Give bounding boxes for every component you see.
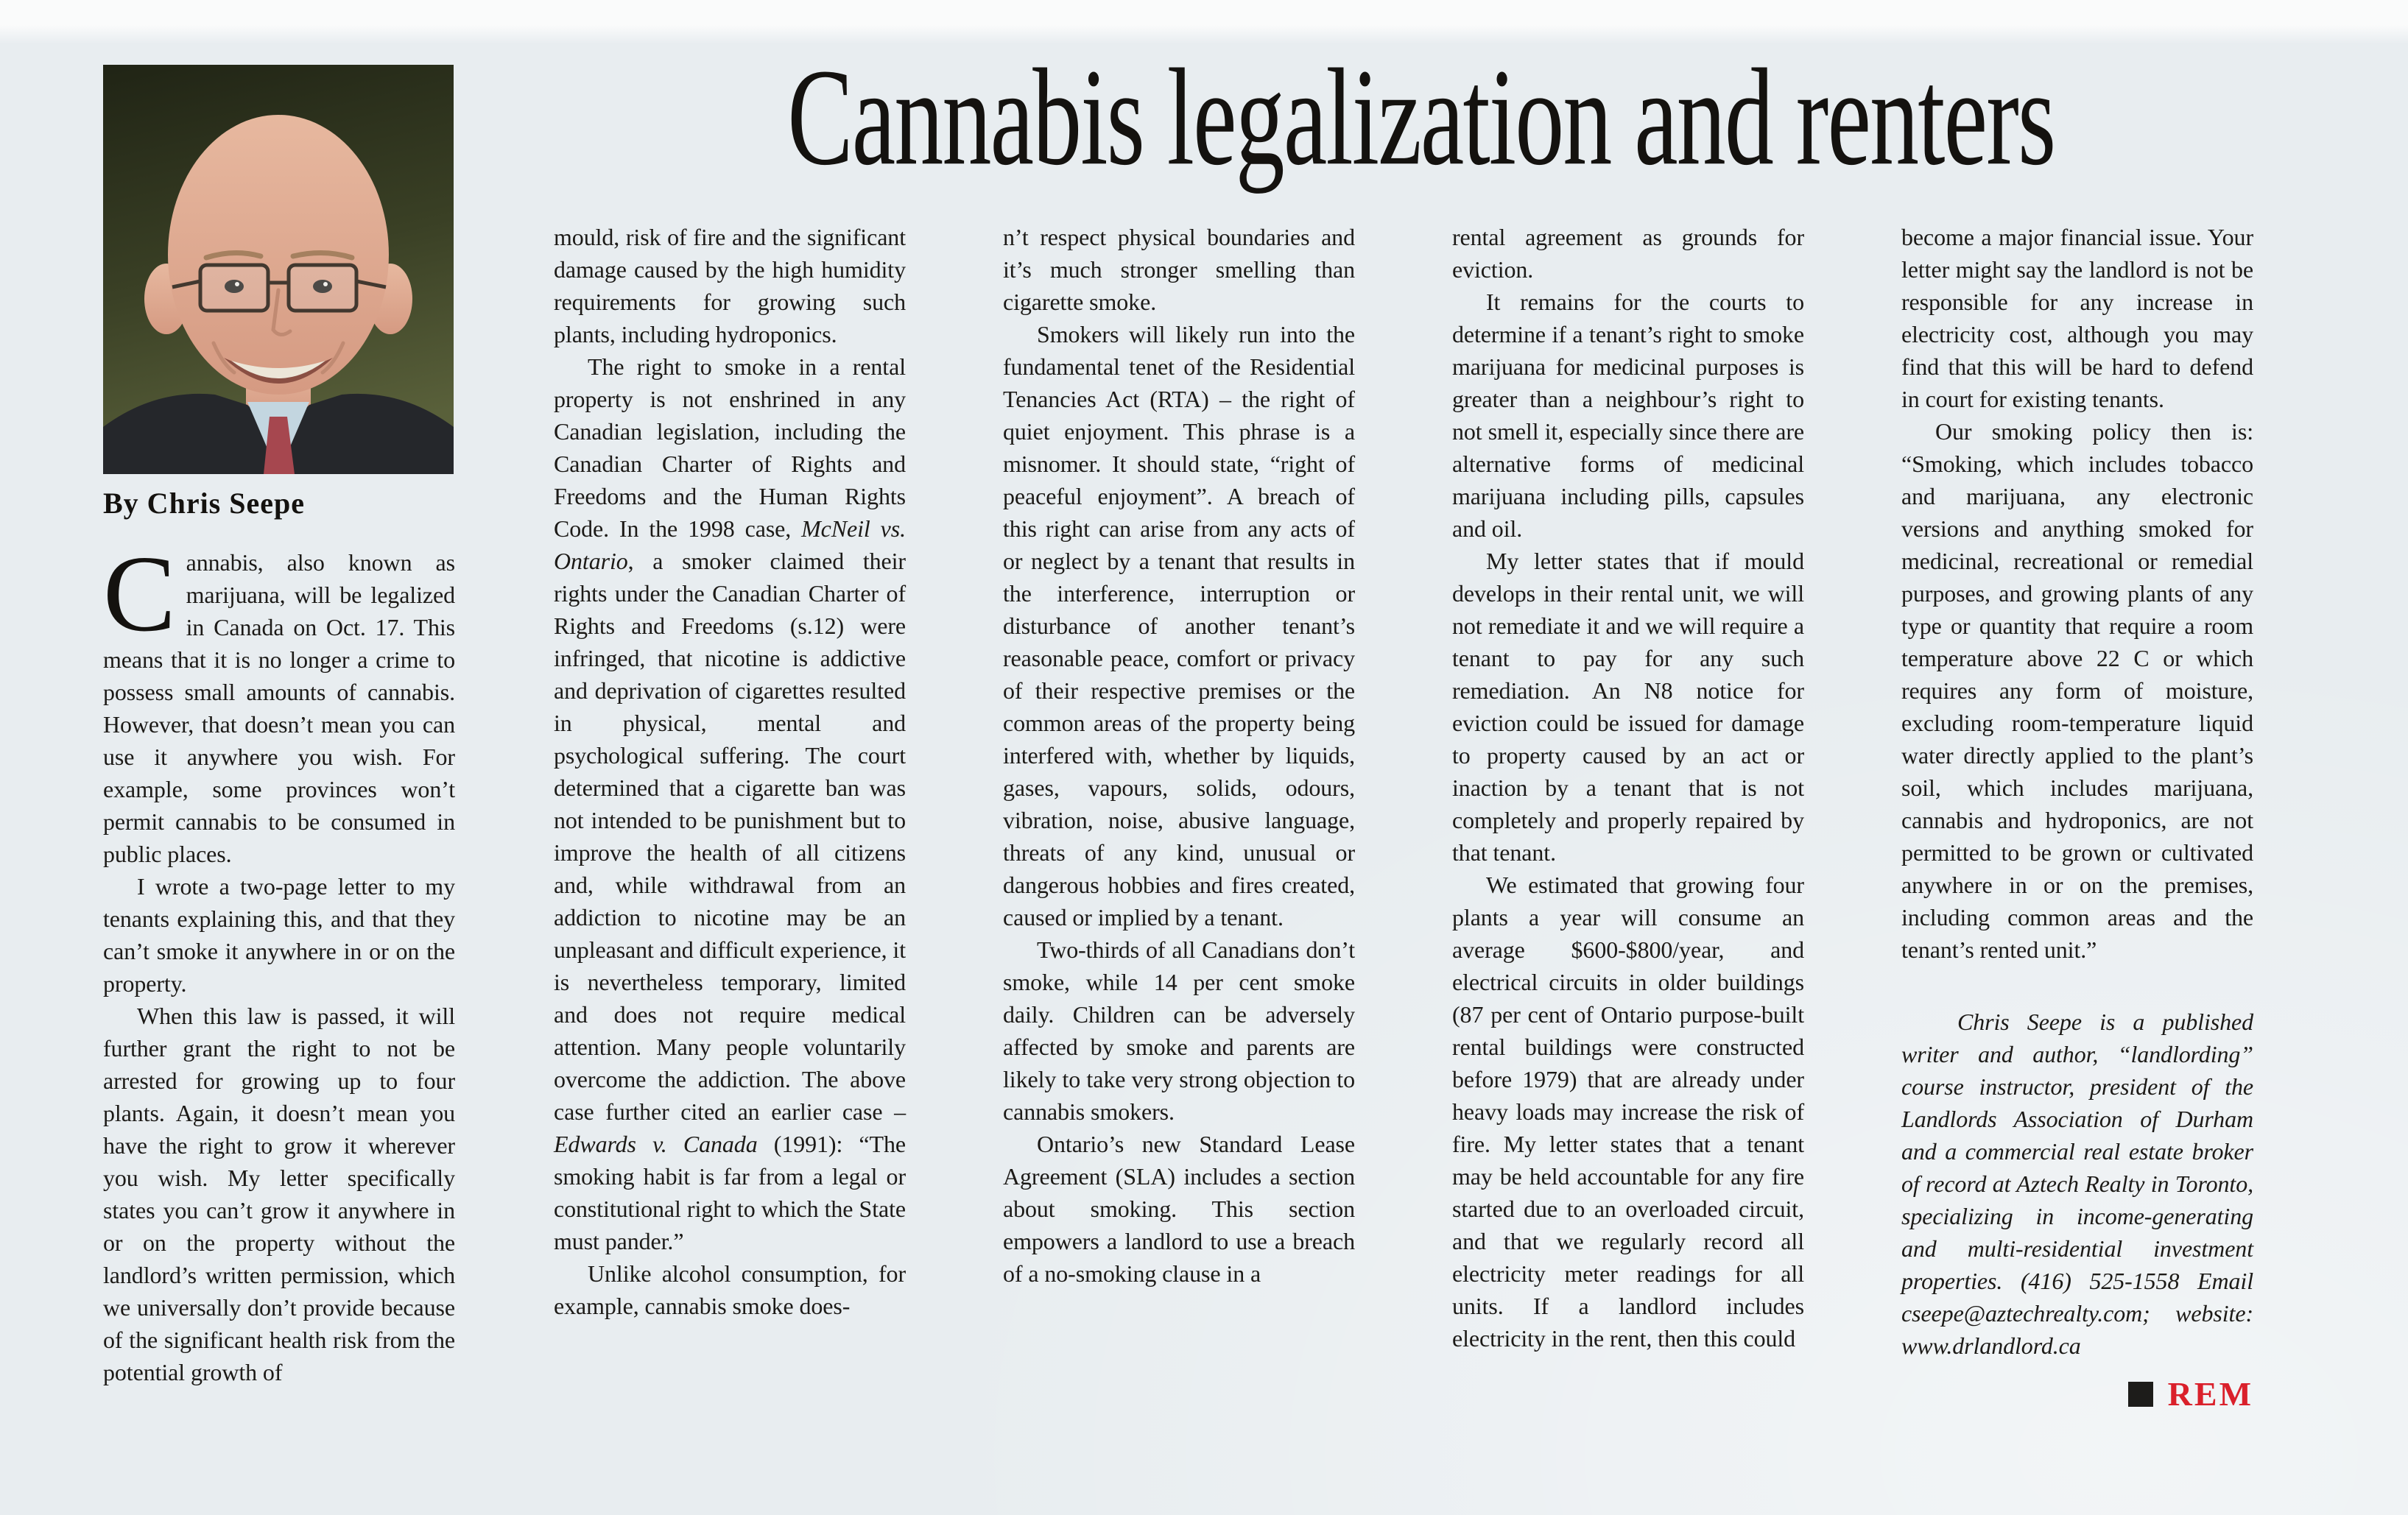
head [168,115,389,395]
left-lens [200,265,268,311]
byline: By Chris Seepe [103,487,305,520]
article-paragraph [554,221,906,350]
text-run: Chris Seepe is a published writer and author, “landlording” course instructor, president of the Landlords Association of Durham and a commercial real estate broker of record at Aztech Realty in Toronto, specializing in income-generating and multi-residential investment properties. (416) 525-1558 Email cseepe@aztechrealty.com; website: www.drlandlord.ca [1901,1009,2253,1359]
text-run: n’t respect physical boundaries and it’s much stronger smelling than cigarette smoke. [1003,224,1355,315]
text-run: Smokers will likely run into the fundamental tenet of the Residential Tenancies Act (RTA) – the right of quiet enjoyment. This phrase is a misnomer. It should state, “right of peaceful enjoyment”. A breach of this right can arise from any acts of or neglect by a tenant that results in the interference, interruption or disturbance of another tenant’s reasonable peace, comfort or privacy of their respective premises or the common areas of the property being interfered with, whether by liquids, gases, vapours, solids, odours, vibration, noise, abusive language, threats of any kind, unusual or dangerous hobbies and fires created, caused or implied by a tenant. [1003,321,1355,930]
article-paragraph [554,350,906,1257]
article-column-4 [1452,221,1804,1515]
text-run: mould, risk of fire and the significant damage caused by the high humidity requirements for growing such plants, including hydroponics. [554,224,906,347]
article-paragraph [103,1000,455,1388]
text-run: It remains for the courts to determine if a tenant’s right to smoke marijuana for medicinal purposes is greater than a neighbour’s right to not smell it, especially since there are alternative forms of medicinal marijuana including pills, capsules and oil. [1452,289,1804,542]
text-run: (1991): “The smoking habit is far from a legal or constitutional right to which the State must pander.” [554,1131,906,1254]
text-run: , a smoker claimed their rights under the Canadian Charter of Rights and Freedoms (s.12) were infringed, that nicotine is addictive and deprivation of cigarettes resulted in physical, mental and psychological suffering. The court determined that a cigarette ban was not intended to be punishment but to improve the health of all citizens and, while withdrawal from an addiction to nicotine may be an unpleasant and difficult experience, it is nevertheless temporary, limited and does not require medical attention. Many people voluntarily overcome the addiction. The above case further cited an earlier case – [554,548,906,1125]
article-paragraph [554,1257,906,1322]
text-run: become a major financial issue. Your letter might say the landlord is not be responsible for any increase in electricity cost, although you may find that this will be hard to defend in court for existing tenants. [1901,224,2253,412]
article-column-1 [103,534,455,1515]
text-run: My letter states that if mould develops in their rental unit, we will not remediate it and we will require a tenant to pay for any such remediation. An N8 notice for eviction could be issued for damage to property caused by an act or inaction by a tenant that is not completely and properly repaired by that tenant. [1452,548,1804,866]
article-paragraph [1452,286,1804,545]
end-of-article-square [2128,1382,2153,1407]
article-paragraph [1003,221,1355,318]
text-run: When this law is passed, it will further grant the right to not be arrested for growing up to four plants. Again, it doesn’t mean you have the right to grow it wherever you wish. My letter specifically states you can’t grow it anywhere in or on the property without the landlord’s written permission, which we universally don’t provide because of the significant health risk from the potential growth of [103,1003,455,1385]
article-paragraph [1452,221,1804,286]
rem-signoff [1901,1375,2253,1413]
author-bio [1901,1006,2253,1362]
article-paragraph [1003,318,1355,933]
article-column-3 [1003,221,1355,1515]
article-paragraph [103,870,455,1000]
text-run: We estimated that growing four plants a year will consume an average $600-$800/year, and electrical circuits in older buildings (87 per cent of Ontario purpose-built rental buildings were constructed before 1979) that are already under heavy loads may increase the risk of fire. My letter states that a tenant may be held accountable for any fire started due to an overloaded circuit, and that we regularly record all electricity meter readings for all units. If a landlord includes electricity in the rent, then this could [1452,872,1804,1352]
drop-cap: C [103,534,176,654]
headline-text: Cannabis legalization and renters [787,40,2055,194]
text-run: annabis, also known as marijuana, will be legalized in Canada on Oct. 17. This means that it is no longer a crime to possess small amounts of cannabis. However, that doesn’t mean you can use it anywhere you wish. For example, some provinces won’t permit cannabis to be consumed in public places. [103,549,455,867]
article-paragraph [1452,869,1804,1355]
italic-text-run: Edwards v. Canada [554,1131,758,1157]
portrait-photo [103,65,454,474]
article-headline [530,32,2312,202]
text-run: Two-thirds of all Canadians don’t smoke, while 14 per cent smoke daily. Children can be adversely affected by smoke and parents are likely to take very strong objection to cannabis smokers. [1003,936,1355,1125]
article-paragraph [1901,221,2253,415]
article-paragraph [1452,545,1804,869]
right-lens [289,265,356,311]
text-run: The right to smoke in a rental property is not enshrined in any Canadian legislation, including the Canadian Charter of Rights and Freedoms and the Human Rights Code. In the 1998 case, [554,353,906,542]
article-column-5 [1901,221,2253,1515]
text-run: Ontario’s new Standard Lease Agreement (SLA) includes a section about smoking. This section empowers a landlord to use a breach of a no-smoking clause in a [1003,1131,1355,1287]
text-run: rental agreement as grounds for eviction. [1452,224,1804,283]
rem-logo: REM [2167,1375,2253,1413]
article-paragraph [1901,415,2253,966]
article-paragraph [1003,1128,1355,1290]
portrait-photo-svg [103,65,454,474]
text-run: Unlike alcohol consumption, for example, cannabis smoke does- [554,1260,906,1319]
text-run: I wrote a two-page letter to my tenants explaining this, and that they can’t smoke it anywhere in or on the property. [103,873,455,997]
article-column-2 [554,221,906,1515]
article-paragraph [103,534,455,870]
article-paragraph [1003,933,1355,1128]
text-run: Our smoking policy then is: “Smoking, which includes tobacco and marijuana, any electronic versions and anything smoked for medicinal, recreational or remedial purposes, and growing plants of any type or quantity that require a room temperature above 22 C or which requires any form of moisture, excluding room-temperature liquid water directly applied to the plant’s soil, which includes marijuana, cannabis and hydroponics, are not permitted to be grown or cultivated anywhere in or on the premises, including common areas and the tenant’s rented unit.” [1901,418,2253,963]
italic-text-run: McNeil vs. Ontario [554,515,906,574]
